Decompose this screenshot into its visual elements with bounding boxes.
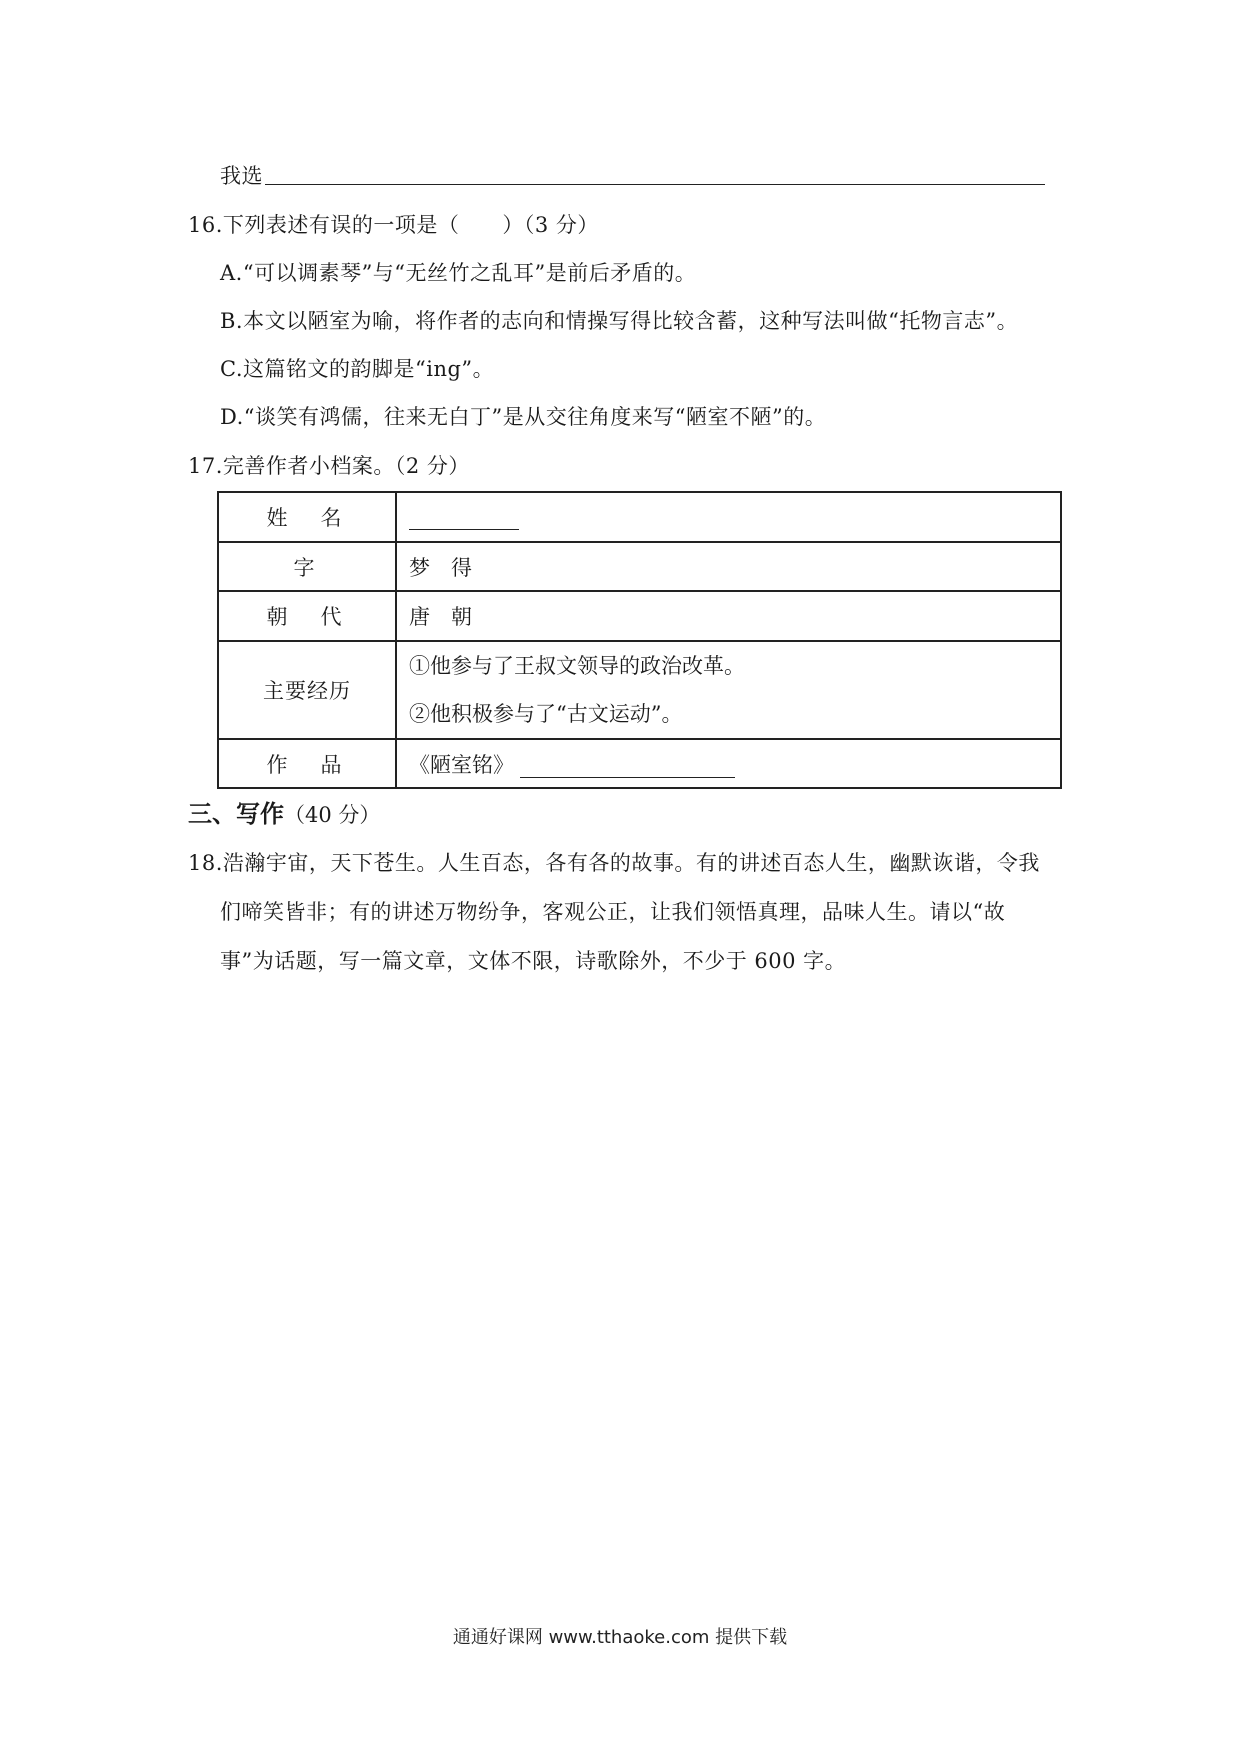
section-3-points: （40 分） <box>284 803 381 827</box>
experience-item-1: ①他参与了王叔文领导的政治改革。 <box>409 654 745 678</box>
profile-key-name: 姓 名 <box>218 492 396 542</box>
profile-value-experience <box>396 641 1061 739</box>
q16-option-d: D.“谈笑有鸿儒，往来无白丁”是从交往角度来写“陋室不陋”的。 <box>220 405 827 429</box>
q15-label: 我选 <box>220 164 263 188</box>
profile-row-courtesy-name <box>218 542 1061 591</box>
profile-key-dynasty: 朝 代 <box>218 591 396 641</box>
q16-stem: 16.下列表述有误的一项是（ ）（3 分） <box>188 213 599 237</box>
section-3-title: 三、写作 <box>188 800 284 828</box>
q16-option-c: C.这篇铭文的韵脚是“ing”。 <box>220 357 495 381</box>
profile-row-dynasty <box>218 591 1061 641</box>
q18-line-3: 事”为话题，写一篇文章，文体不限，诗歌除外，不少于 600 字。 <box>220 949 847 973</box>
q18-line-2: 们啼笑皆非；有的讲述万物纷争，客观公正，让我们领悟真理，品味人生。请以“故 <box>220 900 1006 924</box>
experience-item-2: ②他积极参与了“古文运动”。 <box>409 702 683 726</box>
profile-row-experience <box>218 641 1061 739</box>
section-3-heading <box>188 799 380 830</box>
profile-key-experience: 主要经历 <box>218 641 396 739</box>
profile-key-courtesy-name: 字 <box>218 542 396 591</box>
name-answer-blank[interactable] <box>409 507 519 530</box>
profile-value-dynasty: 唐 朝 <box>396 591 1061 641</box>
profile-value-name <box>396 492 1061 542</box>
works-title: 《陋室铭》 <box>409 752 514 777</box>
q16-option-b: B.本文以陋室为喻，将作者的志向和情操写得比较含蓄，这种写法叫做“托物言志”。 <box>220 309 1019 333</box>
profile-row-name <box>218 492 1061 542</box>
profile-key-works: 作 品 <box>218 739 396 788</box>
q16-option-a: A.“可以调素琴”与“无丝竹之乱耳”是前后矛盾的。 <box>220 261 697 285</box>
profile-value-courtesy-name: 梦 得 <box>396 542 1061 591</box>
q18-line-1: 18.浩瀚宇宙，天下苍生。人生百态，各有各的故事。有的讲述百态人生，幽默诙谐，令我 <box>188 851 1040 875</box>
works-answer-blank[interactable] <box>520 755 735 778</box>
profile-value-works <box>396 739 1061 788</box>
q15-answer-line[interactable] <box>265 184 1045 185</box>
profile-row-works <box>218 739 1061 788</box>
page-footer: 通通好课网 www.tthaoke.com 提供下载 <box>452 1627 788 1648</box>
author-profile-table <box>217 491 1062 789</box>
q17-stem: 17.完善作者小档案。（2 分） <box>188 454 470 478</box>
